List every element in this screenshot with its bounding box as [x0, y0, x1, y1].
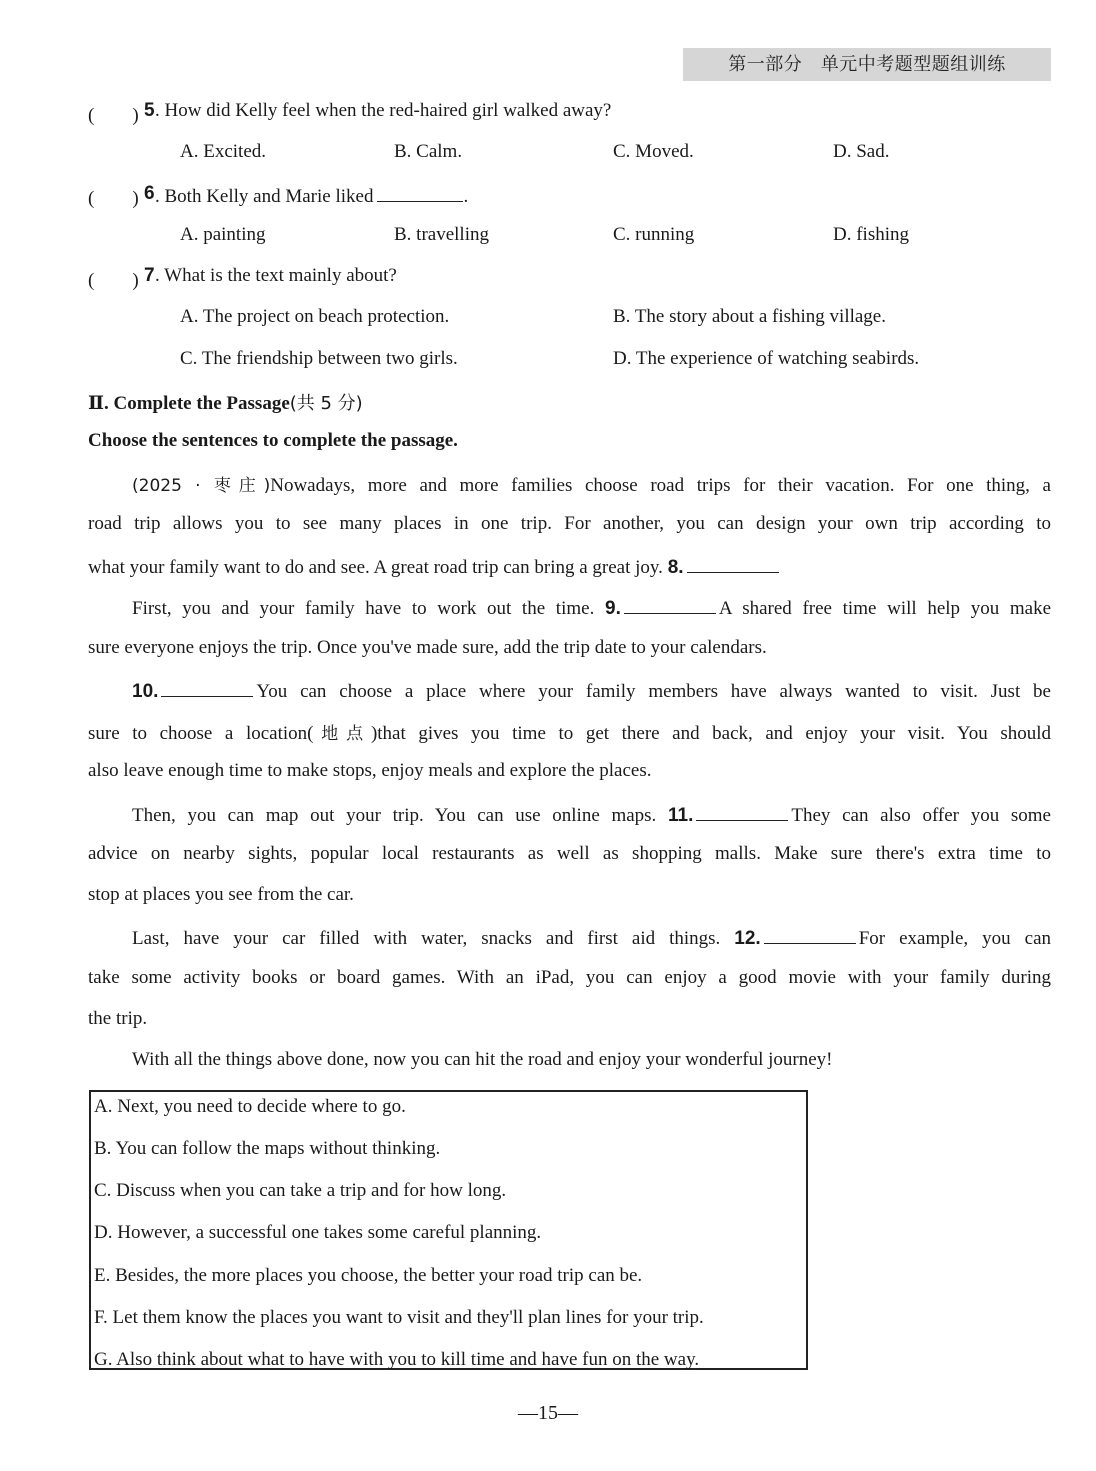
option-b: B. Calm.: [394, 141, 463, 162]
passage-p1-line1: [132, 471, 1051, 497]
passage-text: First, you and your family have to work out the time.: [132, 598, 595, 619]
passage-text: You can choose a place where your family members have always wanted to visit. Just be: [256, 681, 1051, 702]
passage-text: For example, you can: [858, 928, 1052, 949]
sentence-choices-box: [89, 1090, 808, 1370]
passage-text: A shared free time will help you make: [718, 598, 1052, 619]
passage-gloss: 地点: [313, 724, 371, 744]
passage-p3-line2: [88, 719, 1051, 745]
choice-g: G. Also think about what to have with you to kill time and have fun on the way.: [94, 1349, 700, 1370]
question-text-before: . Both Kelly and Marie liked: [155, 186, 374, 207]
passage-p3-line3: also leave enough time to make stops, enjoy meals and explore the places.: [88, 760, 652, 781]
option-b: B. The story about a fishing village.: [613, 306, 886, 327]
blank-number-10: 10.: [132, 681, 159, 702]
option-a: A. The project on beach protection.: [180, 306, 450, 327]
passage-p6: With all the things above done, now you can hit the road and enjoy your wonderful journey!: [132, 1049, 833, 1070]
passage-p4-line1: [132, 802, 1051, 827]
passage-text: Nowadays, more and more families choose road trips for their vacation. For one thing, a: [270, 475, 1051, 496]
section-2-heading: Ⅱ. Complete the Passage: [88, 393, 290, 414]
answer-blank-8[interactable]: [687, 554, 779, 573]
passage-p5-line1: [132, 925, 1051, 950]
answer-blank-10[interactable]: [161, 678, 253, 697]
option-c: C. Moved.: [613, 141, 694, 162]
passage-text: Then, you can map out your trip. You can use online maps.: [132, 805, 657, 826]
choice-e: E. Besides, the more places you choose, the better your road trip can be.: [94, 1265, 643, 1286]
answer-paren[interactable]: ( ): [88, 270, 139, 291]
passage-text: Last, have your car filled with water, snacks and first aid things.: [132, 928, 721, 949]
passage-p1-line2: road trip allows you to see many places in one trip. For another, you can design your own trip according to: [88, 513, 1051, 534]
page-number: —15—: [518, 1402, 578, 1424]
choice-c: C. Discuss when you can take a trip and for how long.: [94, 1180, 507, 1201]
choice-b: B. You can follow the maps without thinking.: [94, 1138, 441, 1159]
question-text: . What is the text mainly about?: [155, 265, 397, 286]
answer-paren[interactable]: ( ): [88, 105, 139, 126]
question-number: 5: [144, 100, 155, 121]
passage-p5-line3: the trip.: [88, 1008, 148, 1029]
passage-text: sure to choose a location(: [88, 723, 314, 744]
answer-blank-11[interactable]: [696, 802, 788, 821]
choice-f: F. Let them know the places you want to visit and they'll plan lines for your trip.: [94, 1307, 704, 1328]
section-2-title: [88, 389, 363, 415]
passage-p4-line2: advice on nearby sights, popular local restaurants as well as shopping malls. Make sure there's extra time to: [88, 843, 1051, 864]
choice-a: A. Next, you need to decide where to go.: [94, 1096, 406, 1117]
section-2-score: (共 5 分): [289, 393, 363, 414]
question-number: 6: [144, 183, 155, 204]
blank-number-9: 9.: [605, 598, 621, 619]
question-text: [155, 183, 468, 208]
answer-blank-9[interactable]: [624, 595, 716, 614]
answer-blank-12[interactable]: [764, 925, 856, 944]
answer-paren[interactable]: ( ): [88, 188, 139, 209]
blank-number-11: 11.: [668, 805, 694, 826]
option-b: B. travelling: [394, 224, 489, 245]
option-d: D. fishing: [833, 224, 909, 245]
passage-p1-line3: [88, 554, 1051, 579]
blank-number-8: 8.: [667, 557, 684, 578]
question-text-after: .: [463, 186, 469, 207]
option-a: A. painting: [180, 224, 266, 245]
question-number: 7: [144, 265, 155, 286]
passage-p2-line2: sure everyone enjoys the trip. Once you've made sure, add the trip date to your calendars.: [88, 637, 767, 658]
blank-number-12: 12.: [734, 928, 761, 949]
answer-blank[interactable]: [377, 183, 463, 202]
passage-p4-line3: stop at places you see from the car.: [88, 884, 354, 905]
passage-p3-line1: [132, 678, 1051, 703]
option-c: C. running: [613, 224, 695, 245]
passage-text: what your family want to do and see. A great road trip can bring a great joy.: [88, 557, 663, 578]
passage-p5-line2: take some activity books or board games. With an iPad, you can enjoy a good movie with your family during: [88, 967, 1051, 988]
passage-text: They can also offer you some: [791, 805, 1051, 826]
section-header: 第一部分 单元中考题型题组训练: [683, 48, 1051, 81]
passage-source: (2025 · 枣庄): [132, 476, 271, 496]
option-a: A. Excited.: [180, 141, 267, 162]
passage-p2-line1: [132, 595, 1051, 620]
passage-text: )that gives you time to get there and back, and enjoy your visit. You should: [370, 723, 1051, 744]
question-text: . How did Kelly feel when the red-haired girl walked away?: [155, 100, 612, 121]
section-2-instruction: Choose the sentences to complete the passage.: [88, 430, 458, 451]
option-c: C. The friendship between two girls.: [180, 348, 458, 369]
option-d: D. The experience of watching seabirds.: [613, 348, 920, 369]
choice-d: D. However, a successful one takes some careful planning.: [94, 1222, 542, 1243]
option-d: D. Sad.: [833, 141, 890, 162]
